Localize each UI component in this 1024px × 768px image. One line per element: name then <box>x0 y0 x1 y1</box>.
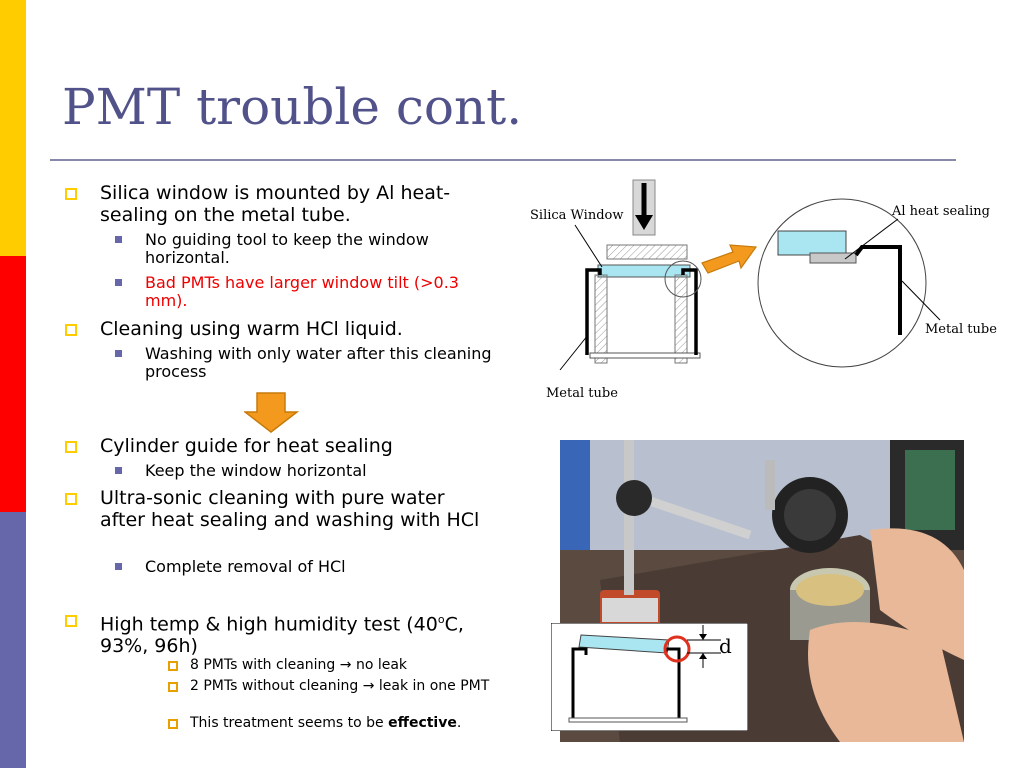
bullet-text: 2 PMTs without cleaning → leak in one PMT <box>190 678 490 694</box>
zoom-arrow-icon <box>702 245 756 273</box>
bullet-text: No guiding tool to keep the window horizontal. <box>145 230 429 267</box>
bullet-marker <box>168 719 178 729</box>
accent-bar-yellow <box>0 0 26 256</box>
detail-silica-window <box>778 231 846 255</box>
bullet-l1 <box>100 318 490 340</box>
bullet-l2 <box>145 231 515 267</box>
superscript-degree: o <box>437 613 445 626</box>
bullet-l3 <box>190 715 490 731</box>
down-arrow-icon <box>244 392 300 434</box>
bullet-marker <box>65 493 77 505</box>
title-divider <box>50 159 956 161</box>
bullet-marker <box>115 236 122 243</box>
bullet-l1 <box>100 182 490 226</box>
bullet-text: Silica window is mounted by Al heat-sealing on the metal tube. <box>100 182 451 226</box>
bullet-text-bold: effective <box>388 715 457 731</box>
bullet-l1 <box>100 435 490 457</box>
label-d: d <box>719 634 732 658</box>
bullet-marker <box>115 563 122 570</box>
base-plate <box>590 353 700 358</box>
bullet-l1 <box>100 609 490 657</box>
bullet-text: Washing with only water after this cleaning process <box>145 344 492 381</box>
bullet-l2 <box>145 558 515 576</box>
bullet-text-end: . <box>456 715 462 731</box>
bullet-marker <box>115 467 122 474</box>
bullet-marker <box>65 324 77 336</box>
label-silica-window: Silica Window <box>530 208 624 223</box>
bullet-l3 <box>190 678 510 694</box>
bullet-l3 <box>190 657 510 673</box>
bullet-marker <box>65 615 77 627</box>
accent-bar-red <box>0 256 26 512</box>
label-metal-tube-bottom: Metal tube <box>546 386 618 401</box>
bullet-text-start: High temp & high humidity test (40 <box>100 613 438 636</box>
detail-al-seal <box>810 253 856 263</box>
pmt-sealing-diagram <box>520 175 1010 410</box>
bullet-marker <box>65 441 77 453</box>
bullet-l2-highlight <box>145 274 495 310</box>
bullet-l2 <box>145 462 515 480</box>
slide-title: PMT trouble cont. <box>62 78 523 136</box>
bullet-text: Complete removal of HCl <box>145 557 346 576</box>
label-metal-tube-right: Metal tube <box>925 322 997 337</box>
top-plate <box>607 245 687 259</box>
bullet-text: Cylinder guide for heat sealing <box>100 435 393 457</box>
bullet-text: Ultra-sonic cleaning with pure water after heat sealing and washing with HCl <box>100 487 480 531</box>
bullet-text: 8 PMTs with cleaning → no leak <box>190 657 408 673</box>
tilt-inset-diagram <box>551 623 748 731</box>
bullet-l2 <box>145 345 515 381</box>
bullet-marker <box>168 661 178 671</box>
bullet-marker <box>168 682 178 692</box>
bullet-marker <box>115 279 122 286</box>
bullet-text: Cleaning using warm HCl liquid. <box>100 318 403 340</box>
bullet-text: Keep the window horizontal <box>145 461 367 480</box>
label-al-heat-sealing: Al heat sealing <box>892 204 990 219</box>
bullet-text-end: C, 93%, 96h) <box>100 613 464 658</box>
bullet-text: Bad PMTs have larger window tilt (>0.3 mm). <box>145 273 459 310</box>
bullet-l1 <box>100 487 480 531</box>
accent-bar-blue <box>0 512 26 768</box>
bullet-text-start: This treatment seems to be <box>190 715 389 731</box>
bullet-marker <box>65 188 77 200</box>
bullet-marker <box>115 350 122 357</box>
